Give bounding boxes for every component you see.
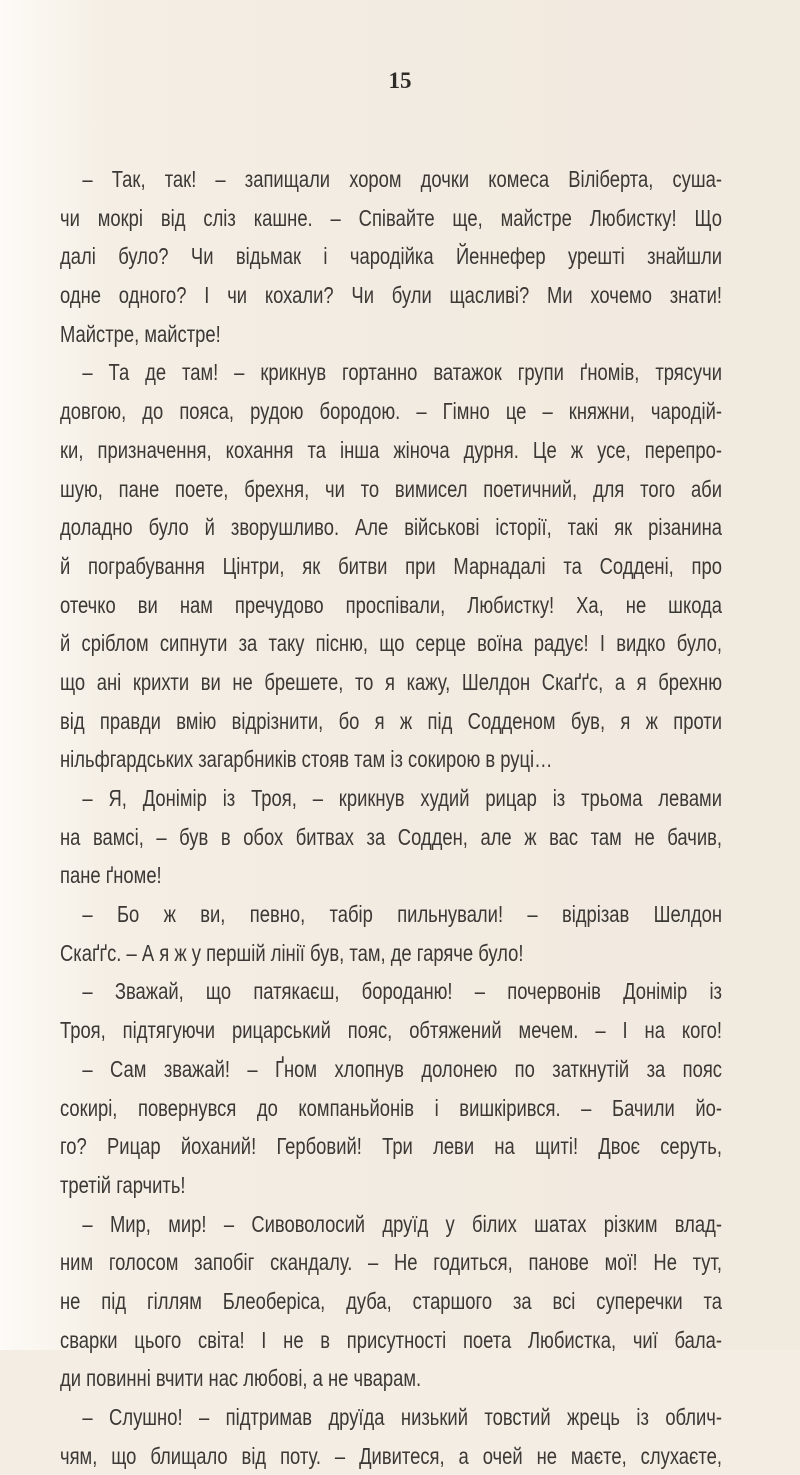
paragraph-start-line: – Зважай, що патякаєш, бороданю! – почервонів Донімір із: [82, 978, 722, 1005]
text-line: одне одного? І чи кохали? Чи були щасливі? Ми хочемо знати!: [60, 282, 722, 309]
paragraph-start-line: – Та де там! – крикнув гортанно ватажок групи ґномів, трясучи: [82, 359, 722, 386]
paragraph-start-line: – Так, так! – запищали хором дочки комеса Віліберта, суша-: [82, 166, 722, 192]
text-line: Майстре, майстре!: [60, 320, 221, 347]
text-line: сокирі, повернувся до компаньйонів і вишкірився. – Бачили йо-: [60, 1094, 722, 1121]
text-line: Скаґґс. – А я ж у першій лінії був, там, де гаряче було!: [60, 939, 524, 966]
text-line: чям, що блищало від поту. – Дивитеся, а очей не маєте, слухаєте,: [60, 1442, 722, 1469]
text-line: доладно було й зворушливо. Але військові історії, такі як різанина: [60, 514, 722, 541]
text-line: довгою, до пояса, рудою бородою. – Гімно це – княжни, чародій-: [60, 398, 722, 425]
text-line: чи мокрі від сліз кашне. – Співайте ще, майстре Любистку! Що: [60, 204, 722, 231]
text-line: ним голосом запобіг скандалу. – Не годиться, панове мої! Не тут,: [60, 1249, 722, 1276]
text-line: шую, пане поете, брехня, чи то вимисел поетичний, для того аби: [60, 475, 722, 502]
body-text: [60, 160, 722, 1475]
text-line: не під гіллям Блеоберіса, дуба, старшого за всі суперечки та: [60, 1287, 722, 1314]
text-line: сварки цього світа! І не в присутності поета Любистка, чиї бала-: [60, 1326, 722, 1353]
text-line: третій гарчить!: [60, 1171, 186, 1198]
text-line: й пограбування Цінтри, як битви при Марнадалі та Соддені, про: [60, 552, 722, 579]
paragraph-start-line: – Мир, мир! – Сивоволосий друїд у білих шатах різким влад-: [82, 1210, 722, 1237]
paragraph-start-line: – Бо ж ви, певно, табір пильнували! – відрізав Шелдон: [82, 901, 722, 928]
text-line: отечко ви нам пречудово проспівали, Любистку! Ха, не шкода: [60, 591, 722, 618]
text-line: пане ґноме!: [60, 862, 162, 889]
paragraph-start-line: – Я, Донімір із Троя, – крикнув худий рицар із трьома левами: [82, 785, 722, 811]
text-line: що ані крихти ви не брешете, то я кажу, Шелдон Скаґґс, а я брехню: [60, 668, 722, 695]
paragraph-start-line: – Сам зважай! – Ґном хлопнув долонею по заткнутій за пояс: [82, 1055, 722, 1082]
text-line: на вамсі, – був в обох битвах за Содден, але ж вас там не бачив,: [60, 823, 722, 850]
paragraph-start-line: – Слушно! – підтримав друїда низький товстий жрець із облич-: [82, 1404, 722, 1430]
text-line: го? Рицар йоханий! Гербовий! Три леви на щиті! Двоє серуть,: [60, 1133, 722, 1160]
text-line: ки, призначення, кохання та інша жіноча дурня. Це ж усе, перепро-: [60, 436, 722, 463]
text-line: й сріблом сипнути за таку пісню, що серце воїна радує! І видко було,: [60, 630, 722, 657]
text-line: Троя, підтягуючи рицарський пояс, обтяжений мечем. – І на кого!: [60, 1017, 722, 1044]
text-line: від правди вмію відрізнити, бо я ж під Содденом був, я ж проти: [60, 707, 722, 734]
text-line: далі було? Чи відьмак і чародійка Йеннефер урешті знайшли: [60, 243, 722, 270]
page-number: 15: [388, 68, 412, 93]
text-line: нільфгардських загарбників стояв там із сокирою в руці…: [60, 746, 553, 773]
text-line: ди повинні вчити нас любові, а не чварам.: [60, 1365, 422, 1392]
